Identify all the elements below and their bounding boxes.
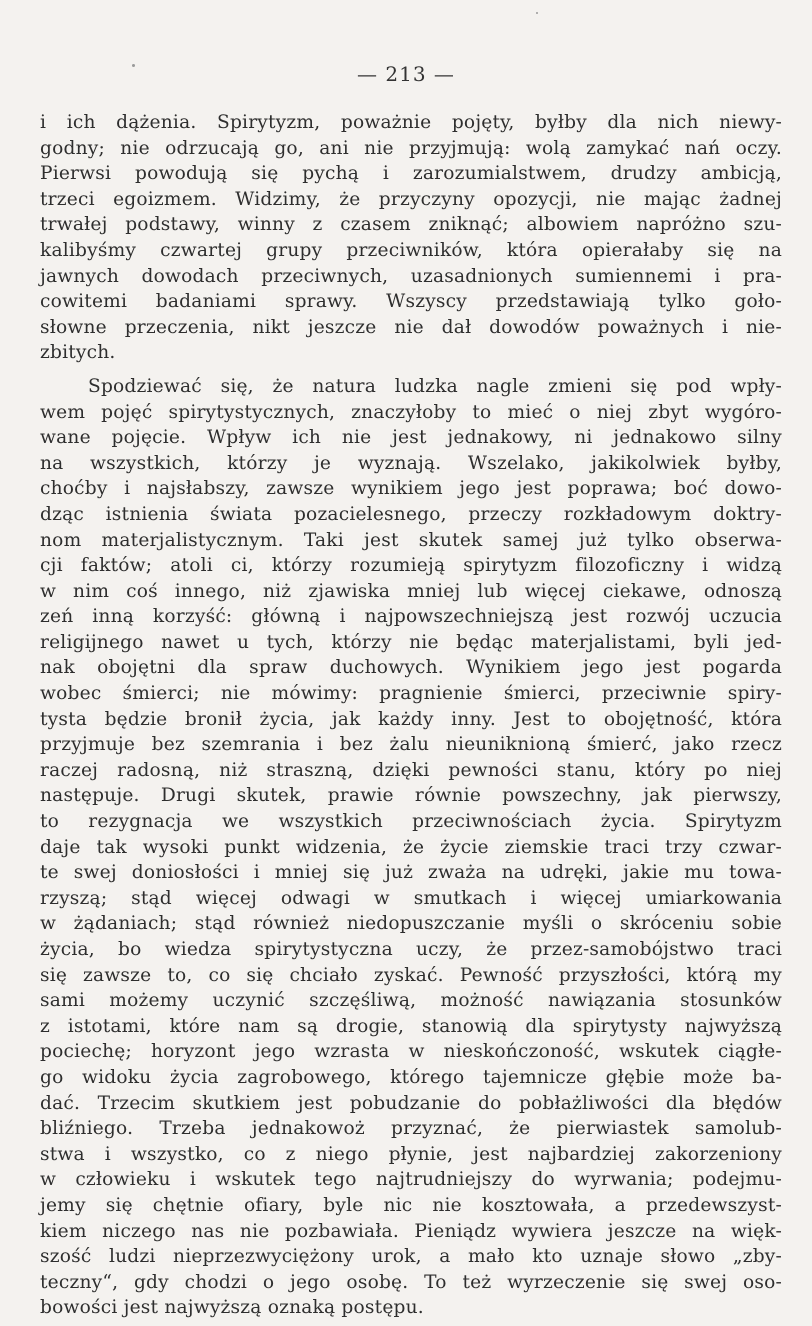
- text-line: stwa i wszystko, co z niego płynie, jest najbardziej zakorzeniony: [40, 1143, 782, 1165]
- text-line: szość ludzi nieprzezwyciężony urok, a mało kto uznaje słowo „zby-: [40, 1246, 782, 1268]
- text-line: zbitych.: [40, 342, 116, 364]
- text-line: i ich dążenia. Spirytyzm, poważnie pojęty, byłby dla nich niewy-: [40, 112, 782, 133]
- text-line: nak obojętni dla spraw duchowych. Wynikiem jego jest pogarda: [40, 657, 782, 679]
- text-line: Pierwsi powodują się pychą i zarozumialstwem, drudzy ambicją,: [40, 163, 782, 185]
- text-line: bliźniego. Trzeba jednakowoż przyznać, że pierwiastek samolub-: [40, 1118, 782, 1140]
- text-line: Spodziewać się, że natura ludzka nagle zmieni się pod wpły-: [88, 375, 782, 397]
- text-line: wobec śmierci; nie mówimy: pragnienie śmierci, przeciwnie spiry-: [40, 683, 782, 705]
- text-line: w żądaniach; stąd również niedopuszczanie myśli o skróceniu sobie: [40, 913, 782, 935]
- text-line: to rezygnacja we wszystkich przeciwnościach życia. Spirytyzm: [40, 811, 782, 833]
- text-line: zeń inną korzyść: główną i najpowszechniejszą jest rozwój uczucia: [40, 606, 782, 628]
- page-number: — 213 —: [357, 62, 455, 86]
- text-line: wane pojęcie. Wpływ ich nie jest jednakowy, ni jednakowo silny: [40, 427, 782, 449]
- text-line: trwałej podstawy, winny z czasem zniknąć; albowiem napróżno szu-: [40, 214, 782, 236]
- text-line: jemy się chętnie ofiary, byle nic nie kosztowała, a przedewszyst-: [40, 1194, 782, 1216]
- text-line: godny; nie odrzucają go, ani nie przyjmują: wolą zamykać nań oczy.: [40, 137, 782, 159]
- text-line: słowne przeczenia, nikt jeszcze nie dał dowodów poważnych i nie-: [40, 316, 782, 338]
- paragraph-gap: [40, 366, 782, 374]
- text-line: cji faktów; atoli ci, którzy rozumieją spirytyzm filozoficzny i widzą: [40, 555, 782, 577]
- text-line: wem pojęć spirytystycznych, znaczyłoby to mieć o niej zbyt wygóro-: [40, 401, 782, 423]
- text-line: przyjmuje bez szemrania i bez żalu nieuniknioną śmierć, jako rzecz: [40, 734, 782, 756]
- text-line: z istotami, które nam są drogie, stanowią dla spirytysty najwyższą: [40, 1015, 782, 1037]
- text-line: cowitemi badaniami sprawy. Wszyscy przedstawiają tylko goło-: [40, 291, 782, 313]
- text-line: jawnych dowodach przeciwnych, uzasadnionych sumiennemi i pra-: [40, 265, 782, 287]
- text-line: tysta będzie bronił życia, jak każdy inny. Jest to obojętność, która: [40, 708, 782, 730]
- text-line: religijnego nawet u tych, którzy nie będąc materjalistami, byli jed-: [40, 631, 782, 653]
- text-line: teczny“, gdy chodzi o jego osobę. To też wyrzeczenie się swej oso-: [40, 1271, 782, 1293]
- text-line: dząc istnienia świata pozacielesnego, przeczy rozkładowym doktry-: [40, 503, 782, 525]
- text-line: bowości jest najwyższą oznaką postępu.: [40, 1297, 424, 1319]
- text-line: w człowieku i wskutek tego najtrudniejszy do wyrwania; podejmu-: [40, 1169, 782, 1191]
- paragraph: [40, 366, 782, 1321]
- text-line: się zawsze to, co się chciało zyskać. Pewność przyszłości, którą my: [40, 964, 782, 986]
- text-line: sami możemy uczynić szczęśliwą, możność nawiązania stosunków: [40, 990, 782, 1012]
- text-line: na wszystkich, którzy je wyznają. Wszelako, jakikolwiek byłby,: [40, 452, 782, 474]
- text-line: pociechę; horyzont jego wzrasta w nieskończoność, wskutek ciągłe-: [40, 1041, 782, 1063]
- text-line: nom materjalistycznym. Taki jest skutek samej już tylko obserwa-: [40, 529, 782, 551]
- text-line: choćby i najsłabszy, zawsze wynikiem jego jest poprawa; boć dowo-: [40, 478, 782, 500]
- text-line: kiem niczego nas nie pozbawiała. Pieniądz wywiera jeszcze na więk-: [40, 1220, 782, 1242]
- text-line: następuje. Drugi skutek, prawie równie powszechny, jak pierwszy,: [40, 785, 782, 807]
- text-line: raczej radosną, niż straszną, dzięki pewności stanu, który po niej: [40, 759, 782, 781]
- text-line: te swej doniosłości i mniej się już zważa na udręki, jakie mu towa-: [40, 862, 782, 884]
- text-line: rzyszą; stąd więcej odwagi w smutkach i więcej umiarkowania: [40, 887, 782, 909]
- text-line: w nim coś innego, niż zjawiska mniej lub więcej ciekawe, odnoszą: [40, 580, 782, 602]
- text-line: daje tak wysoki punkt widzenia, że życie ziemskie traci trzy czwar-: [40, 836, 782, 858]
- body-text: [40, 110, 782, 1321]
- text-line: dać. Trzecim skutkiem jest pobudzanie do pobłażliwości dla błędów: [40, 1092, 782, 1114]
- paper-speck: [536, 12, 538, 14]
- text-line: trzeci egoizmem. Widzimy, że przyczyny opozycji, nie mając żadnej: [40, 188, 782, 210]
- text-line: go widoku życia zagrobowego, którego tajemnicze głębie może ba-: [40, 1066, 782, 1088]
- paragraph: [40, 110, 782, 366]
- text-line: kalibyśmy czwartej grupy przeciwników, która opierałaby się na: [40, 239, 782, 261]
- text-line: życia, bo wiedza spirytystyczna uczy, że przez-samobójstwo traci: [40, 939, 782, 960]
